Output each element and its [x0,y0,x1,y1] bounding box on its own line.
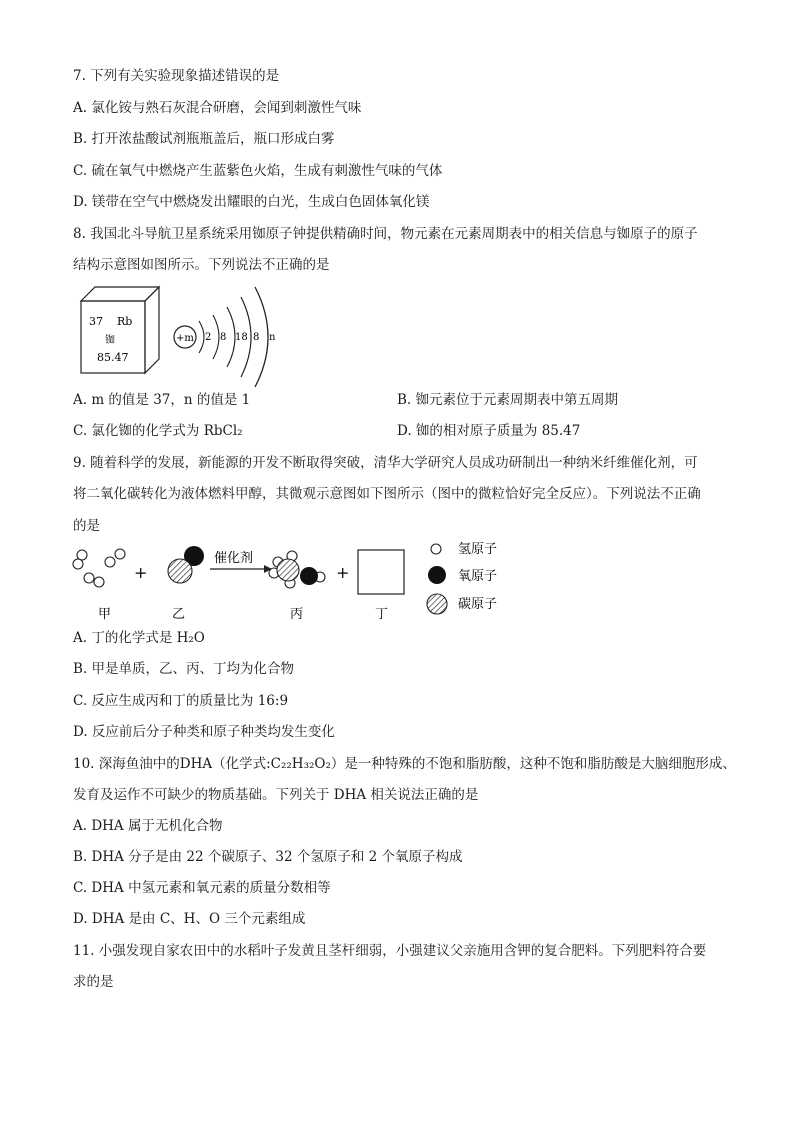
q7-stem: 7. 下列有关实验现象描述错误的是 [73,68,280,84]
label-bing: 丙 [290,607,304,622]
element-symbol: Rb [117,315,133,328]
element-number: 37 [89,315,103,328]
reactant-yi-molecule [168,546,204,583]
product-ding-box [358,550,404,594]
q8-option-c: C. 氯化铷的化学式为 RbCl₂ [73,423,243,439]
q8-stem-line-2: 结构示意图如图所示。下列说法不正确的是 [73,257,330,273]
legend-oxygen-icon [428,566,446,584]
legend-oxygen-label: 氧原子 [458,569,498,584]
label-ding: 丁 [375,607,389,622]
nucleus-charge: +m [176,333,194,344]
shell-4-count: 8 [253,332,260,343]
q7-option-b: B. 打开浓盐酸试剂瓶瓶盖后，瓶口形成白雾 [73,131,335,147]
q7-option-c: C. 硫在氧气中燃烧产生蓝紫色火焰，生成有刺激性气味的气体 [73,163,443,179]
shell-5-count: n [269,332,276,343]
legend-hydrogen-label: 氢原子 [458,542,498,557]
shell-3-count: 18 [235,332,248,343]
q10-stem-line-2: 发育及运作不可缺少的物质基础。下列关于 DHA 相关说法正确的是 [73,787,479,803]
q9-option-b: B. 甲是单质，乙、丙、丁均为化合物 [73,661,295,677]
q10-option-d: D. DHA 是由 C、H、O 三个元素组成 [73,911,306,927]
q10-option-c: C. DHA 中氢元素和氧元素的质量分数相等 [73,880,331,896]
q8-option-b: B. 铷元素位于元素周期表中第五周期 [397,392,619,408]
q9-option-c: C. 反应生成丙和丁的质量比为 16:9 [73,693,289,709]
legend-carbon-label: 碳原子 [458,597,498,612]
element-mass: 85.47 [97,351,129,364]
q8-figure [75,283,295,391]
q9-stem-line-2: 将二氧化碳转化为液体燃料甲醇，其微观示意图如下图所示（图中的微粒恰好完全反应）。下列说法不正确 [73,486,701,502]
catalyst-label: 催化剂 [214,551,254,566]
shell-2-count: 8 [220,332,227,343]
q8-option-d: D. 铷的相对原子质量为 85.47 [397,423,581,439]
reactant-jia-molecules [73,549,125,587]
shell-1-count: 2 [205,332,212,343]
legend [427,542,497,614]
q8-option-a: A. m 的值是 37，n 的值是 1 [73,392,251,408]
q9-reaction-diagram [68,538,518,624]
legend-hydrogen-icon [431,544,441,554]
atom-structure-diagram [174,287,276,387]
q10-stem-line-1: 10. 深海鱼油中的DHA（化学式:C₂₂H₃₂O₂）是一种特殊的不饱和脂肪酸，这种不饱和脂肪酸是大脑细胞形成、 [73,756,736,772]
q9-stem-line-1: 9. 随着科学的发展，新能源的开发不断取得突破，清华大学研究人员成功研制出一种纳米纤维催化剂，可 [73,455,698,471]
plus-sign-1: + [134,563,148,582]
q9-stem-line-3: 的是 [73,518,100,534]
q11-stem-line-2: 求的是 [73,974,114,990]
element-card [81,287,159,373]
plus-sign-2: + [336,563,350,582]
q9-option-d: D. 反应前后分子种类和原子种类均发生变化 [73,724,335,740]
q7-option-a: A. 氯化铵与熟石灰混合研磨，会闻到刺激性气味 [73,100,362,116]
q10-option-a: A. DHA 属于无机化合物 [73,818,223,834]
label-yi: 乙 [172,607,186,622]
q7-option-d: D. 镁带在空气中燃烧发出耀眼的白光，生成白色固体氧化镁 [73,194,430,210]
legend-carbon-icon [427,594,447,614]
element-name: 铷 [105,335,115,346]
q11-stem-line-1: 11. 小强发现自家农田中的水稻叶子发黄且茎杆细弱，小强建议父亲施用含钾的复合肥料。下列肥料符合要 [73,943,707,959]
q10-option-b: B. DHA 分子是由 22 个碳原子、32 个氢原子和 2 个氧原子构成 [73,849,463,865]
q8-stem-line-1: 8. 我国北斗导航卫星系统采用铷原子钟提供精确时间，物元素在元素周期表中的相关信息与铷原子的原子 [73,226,698,242]
q9-option-a: A. 丁的化学式是 H₂O [73,630,205,646]
product-bing-molecule [269,551,325,588]
label-jia: 甲 [98,607,112,622]
